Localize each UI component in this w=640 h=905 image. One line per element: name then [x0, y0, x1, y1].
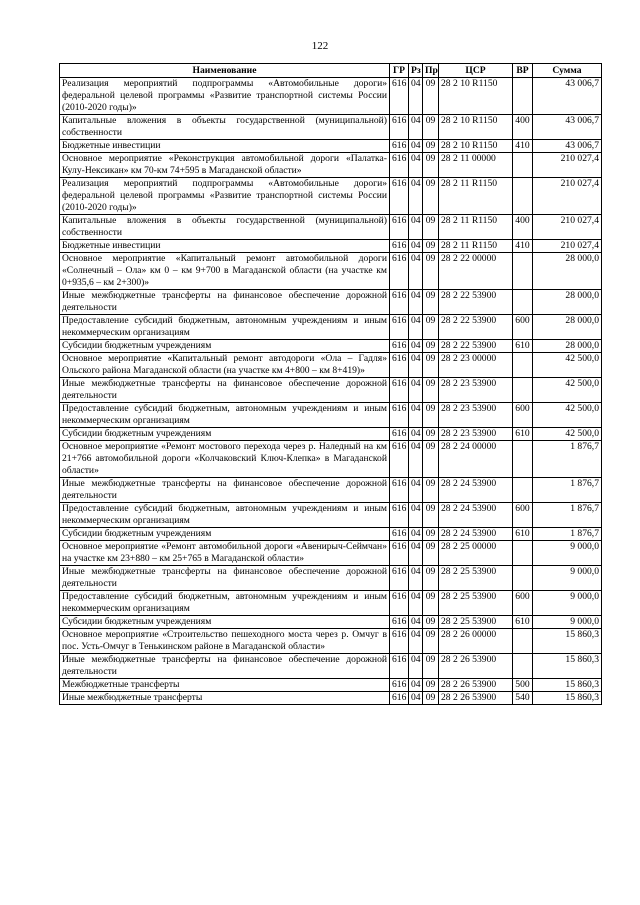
- cell-csr: 28 2 24 53900: [439, 503, 513, 528]
- cell-csr: 28 2 22 00000: [439, 253, 513, 290]
- cell-gr: 616: [390, 679, 409, 692]
- cell-name: Бюджетные инвестиции: [60, 140, 390, 153]
- cell-vr: [513, 290, 533, 315]
- cell-pr: 09: [423, 679, 439, 692]
- cell-gr: 616: [390, 178, 409, 215]
- cell-name: Иные межбюджетные трансферты на финансовое обеспечение дорожной деятельности: [60, 478, 390, 503]
- cell-rz: 04: [409, 240, 423, 253]
- cell-csr: 28 2 26 53900: [439, 654, 513, 679]
- cell-vr: 500: [513, 679, 533, 692]
- cell-pr: 09: [423, 478, 439, 503]
- table-row: [60, 215, 602, 240]
- header-name: Наименование: [60, 64, 390, 78]
- cell-csr: 28 2 10 R1150: [439, 140, 513, 153]
- cell-rz: 04: [409, 566, 423, 591]
- cell-name: Основное мероприятие «Капитальный ремонт автодороги «Ола – Гадля» Ольского района Магаданской области (на участке км 4+800 – км 8+419)»: [60, 353, 390, 378]
- table-row: [60, 340, 602, 353]
- cell-name: Основное мероприятие «Ремонт мостового перехода через р. Наледный на км 21+766 автомобильной дороги «Колчаковский Ключ-Клепка» в Магаданской области»: [60, 441, 390, 478]
- cell-rz: 04: [409, 428, 423, 441]
- cell-vr: [513, 153, 533, 178]
- table-row: [60, 528, 602, 541]
- cell-csr: 28 2 11 00000: [439, 153, 513, 178]
- cell-vr: [513, 629, 533, 654]
- cell-vr: [513, 654, 533, 679]
- cell-vr: 600: [513, 403, 533, 428]
- cell-vr: 610: [513, 616, 533, 629]
- cell-sum: 9 000,0: [533, 566, 602, 591]
- cell-sum: 43 006,7: [533, 115, 602, 140]
- cell-pr: 09: [423, 140, 439, 153]
- cell-sum: 43 006,7: [533, 140, 602, 153]
- cell-gr: 616: [390, 153, 409, 178]
- header-gr: ГР: [390, 64, 409, 78]
- cell-csr: 28 2 24 53900: [439, 528, 513, 541]
- cell-pr: 09: [423, 290, 439, 315]
- cell-gr: 616: [390, 654, 409, 679]
- table-row: [60, 353, 602, 378]
- cell-sum: 210 027,4: [533, 240, 602, 253]
- cell-pr: 09: [423, 503, 439, 528]
- cell-vr: 610: [513, 340, 533, 353]
- cell-csr: 28 2 11 R1150: [439, 240, 513, 253]
- cell-rz: 04: [409, 679, 423, 692]
- cell-pr: 09: [423, 692, 439, 705]
- cell-vr: 410: [513, 140, 533, 153]
- table-row: [60, 253, 602, 290]
- table-row: [60, 591, 602, 616]
- cell-csr: 28 2 23 53900: [439, 428, 513, 441]
- cell-name: Основное мероприятие «Строительство пешеходного моста через р. Омчуг в пос. Усть-Омчуг в Тенькинском районе в Магаданской области»: [60, 629, 390, 654]
- cell-sum: 1 876,7: [533, 528, 602, 541]
- cell-gr: 616: [390, 340, 409, 353]
- cell-csr: 28 2 24 00000: [439, 441, 513, 478]
- cell-gr: 616: [390, 253, 409, 290]
- cell-vr: 610: [513, 528, 533, 541]
- cell-name: Иные межбюджетные трансферты на финансовое обеспечение дорожной деятельности: [60, 566, 390, 591]
- cell-sum: 15 860,3: [533, 679, 602, 692]
- cell-name: Основное мероприятие «Ремонт автомобильной дороги «Авенирыч-Сеймчан» на участке км 23+880 – км 25+765 в Магаданской области»: [60, 541, 390, 566]
- cell-csr: 28 2 23 53900: [439, 378, 513, 403]
- cell-csr: 28 2 11 R1150: [439, 215, 513, 240]
- cell-pr: 09: [423, 240, 439, 253]
- cell-sum: 28 000,0: [533, 253, 602, 290]
- cell-name: Иные межбюджетные трансферты: [60, 692, 390, 705]
- cell-gr: 616: [390, 403, 409, 428]
- table-row: [60, 115, 602, 140]
- cell-vr: 540: [513, 692, 533, 705]
- cell-sum: 9 000,0: [533, 541, 602, 566]
- cell-name: Реализация мероприятий подпрограммы «Автомобильные дороги» федеральной целевой программы «Развитие транспортной системы России (2010-2020 годы)»: [60, 178, 390, 215]
- cell-gr: 616: [390, 240, 409, 253]
- cell-gr: 616: [390, 78, 409, 115]
- cell-gr: 616: [390, 503, 409, 528]
- table-row: [60, 692, 602, 705]
- cell-sum: 9 000,0: [533, 616, 602, 629]
- cell-pr: 09: [423, 541, 439, 566]
- cell-name: Предоставление субсидий бюджетным, автономным учреждениям и иным некоммерческим организациям: [60, 591, 390, 616]
- table-row: [60, 378, 602, 403]
- cell-rz: 04: [409, 654, 423, 679]
- table-row: [60, 290, 602, 315]
- table-row: [60, 503, 602, 528]
- cell-sum: 210 027,4: [533, 153, 602, 178]
- cell-sum: 210 027,4: [533, 215, 602, 240]
- cell-vr: [513, 378, 533, 403]
- table-row: [60, 654, 602, 679]
- cell-sum: 28 000,0: [533, 315, 602, 340]
- cell-sum: 28 000,0: [533, 340, 602, 353]
- cell-rz: 04: [409, 353, 423, 378]
- cell-pr: 09: [423, 616, 439, 629]
- cell-sum: 28 000,0: [533, 290, 602, 315]
- cell-name: Основное мероприятие «Капитальный ремонт автомобильной дороги «Солнечный – Ола» км 0 – км 9+700 в Магаданской области (на участке км 0+935,6 – км 2+300)»: [60, 253, 390, 290]
- cell-pr: 09: [423, 591, 439, 616]
- header-pr: Пр: [423, 64, 439, 78]
- cell-csr: 28 2 25 53900: [439, 591, 513, 616]
- cell-name: Капитальные вложения в объекты государственной (муниципальной) собственности: [60, 115, 390, 140]
- cell-vr: [513, 541, 533, 566]
- cell-pr: 09: [423, 353, 439, 378]
- cell-name: Бюджетные инвестиции: [60, 240, 390, 253]
- cell-gr: 616: [390, 629, 409, 654]
- cell-sum: 42 500,0: [533, 428, 602, 441]
- cell-csr: 28 2 25 53900: [439, 616, 513, 629]
- cell-vr: [513, 78, 533, 115]
- cell-rz: 04: [409, 591, 423, 616]
- cell-pr: 09: [423, 115, 439, 140]
- cell-csr: 28 2 26 53900: [439, 679, 513, 692]
- budget-table: [59, 63, 602, 705]
- cell-name: Иные межбюджетные трансферты на финансовое обеспечение дорожной деятельности: [60, 654, 390, 679]
- cell-gr: 616: [390, 591, 409, 616]
- table-row: [60, 441, 602, 478]
- cell-vr: [513, 441, 533, 478]
- cell-vr: [513, 178, 533, 215]
- cell-csr: 28 2 23 00000: [439, 353, 513, 378]
- cell-pr: 09: [423, 403, 439, 428]
- cell-sum: 210 027,4: [533, 178, 602, 215]
- cell-name: Иные межбюджетные трансферты на финансовое обеспечение дорожной деятельности: [60, 378, 390, 403]
- header-rz: Рз: [409, 64, 423, 78]
- cell-gr: 616: [390, 378, 409, 403]
- table-row: [60, 679, 602, 692]
- cell-rz: 04: [409, 503, 423, 528]
- header-csr: ЦСР: [439, 64, 513, 78]
- cell-csr: 28 2 23 53900: [439, 403, 513, 428]
- cell-rz: 04: [409, 403, 423, 428]
- cell-csr: 28 2 10 R1150: [439, 78, 513, 115]
- table-header-row: [60, 64, 602, 78]
- page-number: 122: [311, 40, 329, 52]
- cell-pr: 09: [423, 340, 439, 353]
- cell-rz: 04: [409, 528, 423, 541]
- table-row: [60, 140, 602, 153]
- cell-gr: 616: [390, 616, 409, 629]
- cell-vr: 400: [513, 215, 533, 240]
- cell-gr: 616: [390, 428, 409, 441]
- cell-gr: 616: [390, 115, 409, 140]
- table-row: [60, 315, 602, 340]
- cell-rz: 04: [409, 692, 423, 705]
- cell-name: Субсидии бюджетным учреждениям: [60, 340, 390, 353]
- cell-csr: 28 2 22 53900: [439, 315, 513, 340]
- cell-rz: 04: [409, 153, 423, 178]
- cell-pr: 09: [423, 566, 439, 591]
- cell-vr: [513, 353, 533, 378]
- cell-pr: 09: [423, 378, 439, 403]
- cell-csr: 28 2 11 R1150: [439, 178, 513, 215]
- cell-gr: 616: [390, 528, 409, 541]
- cell-name: Реализация мероприятий подпрограммы «Автомобильные дороги» федеральной целевой программы «Развитие транспортной системы России (2010-2020 годы)»: [60, 78, 390, 115]
- cell-csr: 28 2 26 00000: [439, 629, 513, 654]
- cell-pr: 09: [423, 428, 439, 441]
- table-row: [60, 629, 602, 654]
- cell-vr: 410: [513, 240, 533, 253]
- cell-rz: 04: [409, 178, 423, 215]
- cell-rz: 04: [409, 215, 423, 240]
- cell-csr: 28 2 22 53900: [439, 290, 513, 315]
- cell-vr: [513, 253, 533, 290]
- cell-rz: 04: [409, 315, 423, 340]
- cell-sum: 15 860,3: [533, 654, 602, 679]
- cell-pr: 09: [423, 441, 439, 478]
- cell-rz: 04: [409, 441, 423, 478]
- cell-rz: 04: [409, 140, 423, 153]
- cell-gr: 616: [390, 353, 409, 378]
- cell-rz: 04: [409, 78, 423, 115]
- cell-sum: 42 500,0: [533, 403, 602, 428]
- table-row: [60, 178, 602, 215]
- cell-name: Основное мероприятие «Реконструкция автомобильной дороги «Палатка-Кулу-Нексикан» км 70-км 74+595 в Магаданской области»: [60, 153, 390, 178]
- cell-pr: 09: [423, 178, 439, 215]
- cell-gr: 616: [390, 315, 409, 340]
- cell-name: Предоставление субсидий бюджетным, автономным учреждениям и иным некоммерческим организациям: [60, 403, 390, 428]
- header-sum: Сумма: [533, 64, 602, 78]
- cell-name: Капитальные вложения в объекты государственной (муниципальной) собственности: [60, 215, 390, 240]
- cell-gr: 616: [390, 290, 409, 315]
- cell-rz: 04: [409, 629, 423, 654]
- cell-name: Предоставление субсидий бюджетным, автономным учреждениям и иным некоммерческим организациям: [60, 315, 390, 340]
- cell-gr: 616: [390, 566, 409, 591]
- cell-sum: 1 876,7: [533, 478, 602, 503]
- cell-pr: 09: [423, 78, 439, 115]
- cell-gr: 616: [390, 692, 409, 705]
- cell-pr: 09: [423, 528, 439, 541]
- cell-rz: 04: [409, 378, 423, 403]
- cell-csr: 28 2 22 53900: [439, 340, 513, 353]
- cell-rz: 04: [409, 290, 423, 315]
- cell-sum: 1 876,7: [533, 441, 602, 478]
- table-row: [60, 403, 602, 428]
- cell-name: Межбюджетные трансферты: [60, 679, 390, 692]
- cell-name: Субсидии бюджетным учреждениям: [60, 428, 390, 441]
- cell-sum: 9 000,0: [533, 591, 602, 616]
- cell-sum: 15 860,3: [533, 692, 602, 705]
- cell-csr: 28 2 25 53900: [439, 566, 513, 591]
- table-row: [60, 428, 602, 441]
- cell-csr: 28 2 24 53900: [439, 478, 513, 503]
- cell-rz: 04: [409, 115, 423, 140]
- cell-sum: 42 500,0: [533, 378, 602, 403]
- table-row: [60, 566, 602, 591]
- cell-sum: 15 860,3: [533, 629, 602, 654]
- cell-csr: 28 2 26 53900: [439, 692, 513, 705]
- header-vr: ВР: [513, 64, 533, 78]
- cell-pr: 09: [423, 654, 439, 679]
- table-row: [60, 240, 602, 253]
- cell-sum: 42 500,0: [533, 353, 602, 378]
- cell-vr: 400: [513, 115, 533, 140]
- cell-vr: [513, 478, 533, 503]
- cell-gr: 616: [390, 441, 409, 478]
- cell-name: Иные межбюджетные трансферты на финансовое обеспечение дорожной деятельности: [60, 290, 390, 315]
- table-row: [60, 153, 602, 178]
- cell-pr: 09: [423, 153, 439, 178]
- cell-gr: 616: [390, 215, 409, 240]
- cell-sum: 43 006,7: [533, 78, 602, 115]
- cell-pr: 09: [423, 253, 439, 290]
- table-body: [60, 78, 602, 705]
- cell-vr: 600: [513, 503, 533, 528]
- table-row: [60, 541, 602, 566]
- cell-pr: 09: [423, 629, 439, 654]
- table-row: [60, 78, 602, 115]
- cell-vr: [513, 566, 533, 591]
- cell-vr: 610: [513, 428, 533, 441]
- cell-sum: 1 876,7: [533, 503, 602, 528]
- cell-rz: 04: [409, 478, 423, 503]
- cell-gr: 616: [390, 140, 409, 153]
- cell-csr: 28 2 10 R1150: [439, 115, 513, 140]
- cell-name: Субсидии бюджетным учреждениям: [60, 528, 390, 541]
- cell-vr: 600: [513, 315, 533, 340]
- cell-rz: 04: [409, 541, 423, 566]
- table-row: [60, 478, 602, 503]
- cell-pr: 09: [423, 315, 439, 340]
- cell-rz: 04: [409, 340, 423, 353]
- table-row: [60, 616, 602, 629]
- cell-name: Субсидии бюджетным учреждениям: [60, 616, 390, 629]
- cell-vr: 600: [513, 591, 533, 616]
- cell-rz: 04: [409, 253, 423, 290]
- cell-pr: 09: [423, 215, 439, 240]
- cell-csr: 28 2 25 00000: [439, 541, 513, 566]
- cell-rz: 04: [409, 616, 423, 629]
- cell-gr: 616: [390, 541, 409, 566]
- cell-gr: 616: [390, 478, 409, 503]
- cell-name: Предоставление субсидий бюджетным, автономным учреждениям и иным некоммерческим организациям: [60, 503, 390, 528]
